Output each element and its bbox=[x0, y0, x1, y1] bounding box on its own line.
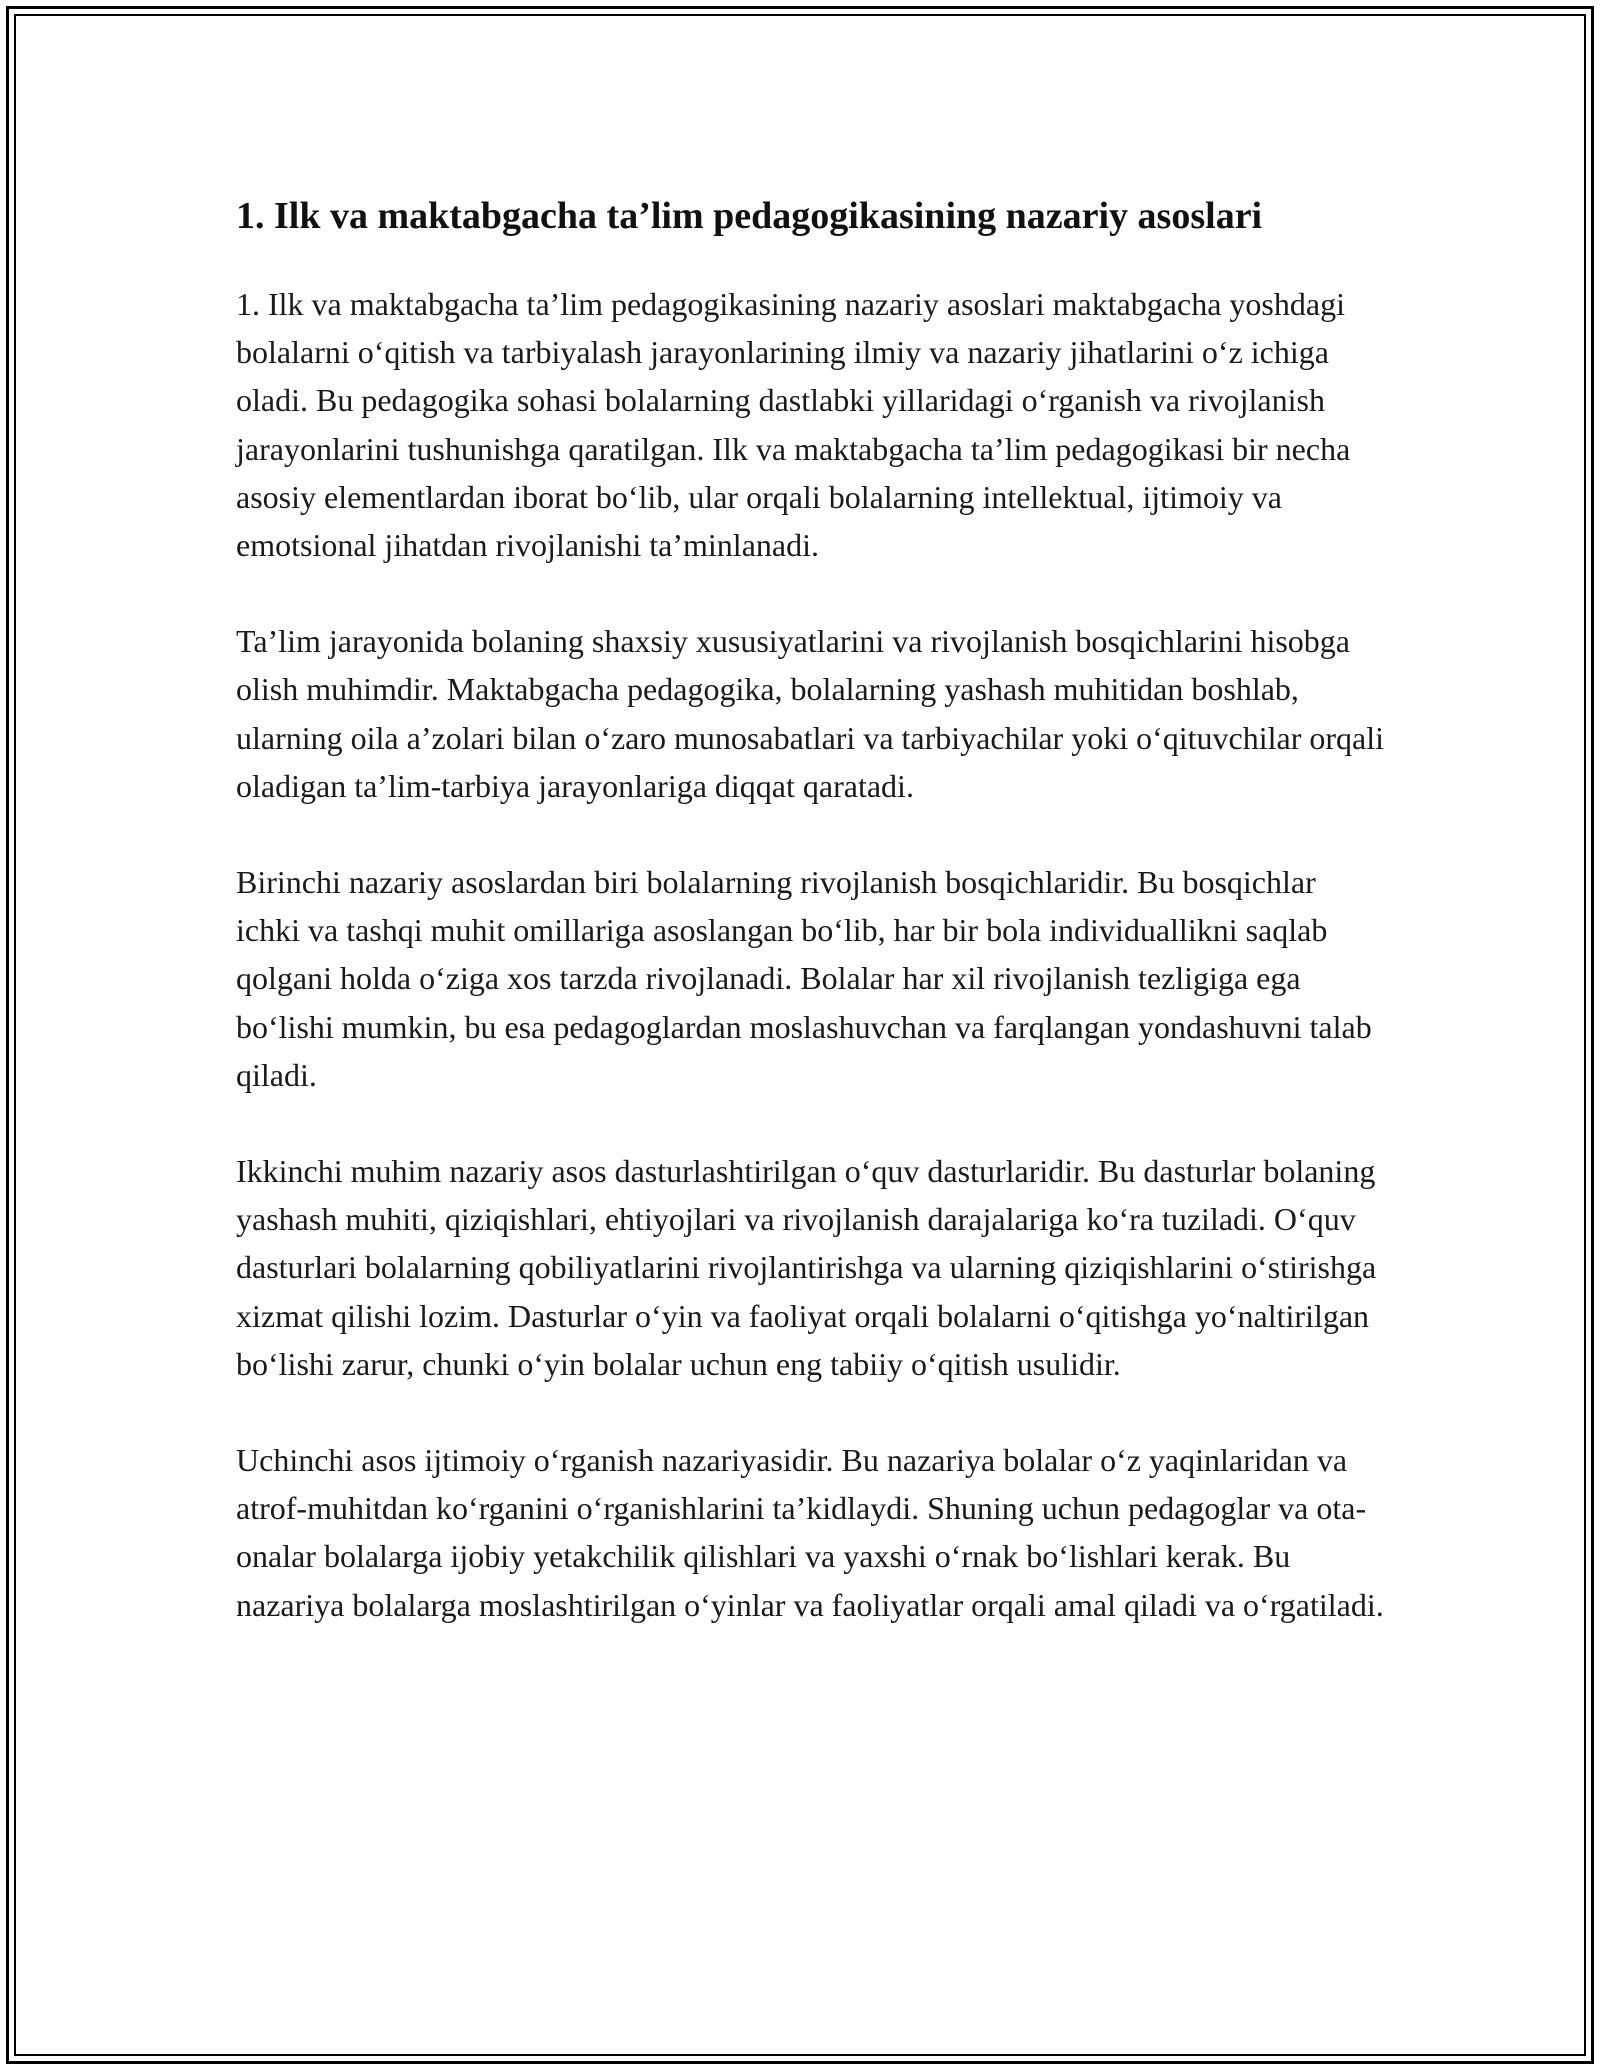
paragraph-second-basis: Ikkinchi muhim nazariy asos dasturlashtirilgan o‘quv dasturlaridir. Bu dasturlar bolaning yashash muhiti, qiziqishlari, ehtiyojlari va rivojlanish darajalariga ko‘ra tuziladi. O‘quv dasturlari bolalarning qobiliyatlarini rivojlantirishga va ularning qiziqishlarini o‘stirishga xizmat qilishi lozim. Dasturlar o‘yin va faoliyat orqali bolalarni o‘qitishga yo‘naltirilgan bo‘lishi zarur, chunki o‘yin bolalar uchun eng tabiiy o‘qitish usulidir. bbox=[236, 1153, 1377, 1382]
paragraph-third-basis: Uchinchi asos ijtimoiy o‘rganish nazariyasidir. Bu nazariya bolalar o‘z yaqinlaridan va atrof-muhitdan ko‘rganini o‘rganishlarini ta’kidlaydi. Shuning uchun pedagoglar va ota-onalar bolalarga ijobiy yetakchilik qilishlari va yaxshi o‘rnak bo‘lishlari kerak. Bu nazariya bolalarga moslashtirilgan o‘yinlar va faoliyatlar orqali amal qiladi va o‘rgatiladi. bbox=[236, 1442, 1384, 1623]
paragraph-individual-features: Ta’lim jarayonida bolaning shaxsiy xususiyatlarini va rivojlanish bosqichlarini hisobga olish muhimdir. Maktabgacha pedagogika, bolalarning yashash muhitidan boshlab, ularning oila a’zolari bilan o‘zaro munosabatlari va tarbiyachilar yoki o‘qituvchilar orqali oladigan ta’lim-tarbiya jarayonlariga diqqat qaratadi. bbox=[236, 623, 1385, 804]
paragraph-intro: 1. Ilk va maktabgacha ta’lim pedagogikasining nazariy asoslari maktabgacha yoshdagi bolalarni o‘qitish va tarbiyalash jarayonlarining ilmiy va nazariy jihatlarini o‘z ichiga oladi. Bu pedagogika sohasi bolalarning dastlabki yillaridagi o‘rganish va rivojlanish jarayonlarini tushunishga qaratilgan. Ilk va maktabgacha ta’lim pedagogikasi bir necha asosiy elementlardan iborat bo‘lib, ular orqali bolalarning intellektual, ijtimoiy va emotsional jihatdan rivojlanishi ta’minlanadi. bbox=[236, 286, 1351, 564]
document-title: 1. Ilk va maktabgacha ta’lim pedagogikasining nazariy asoslari bbox=[236, 195, 1263, 237]
paragraph-first-basis: Birinchi nazariy asoslardan biri bolalarning rivojlanish bosqichlaridir. Bu bosqichlar ichki va tashqi muhit omillariga asoslangan bo‘lib, har bir bola individuallikni saqlab qolgani holda o‘ziga xos tarzda rivojlanadi. Bolalar har xil rivojlanish tezligiga ega bo‘lishi mumkin, bu esa pedagoglardan moslashuvchan va farqlangan yondashuvni talab qiladi. bbox=[236, 864, 1372, 1093]
document-body bbox=[236, 188, 1386, 1629]
